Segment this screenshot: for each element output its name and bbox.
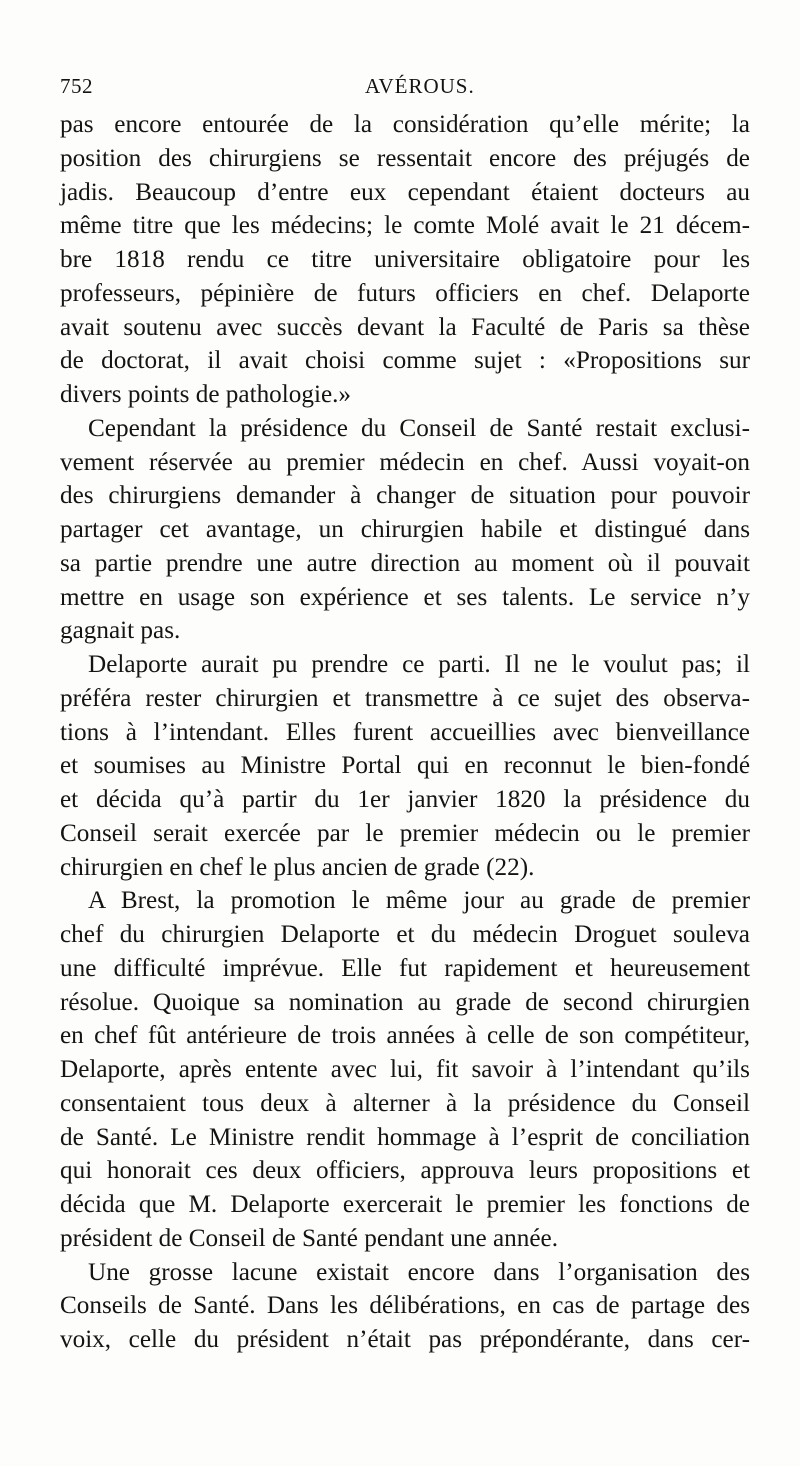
text-line: Conseil serait exercée par le premier médecin ou le premier [60,819,750,847]
text-line: une difficulté imprévue. Elle fut rapidement et heureusement [60,954,750,982]
body-text [60,108,750,1357]
text-line: de Santé. Le Ministre rendit hommage à l’esprit de conciliation [60,1123,750,1151]
text-line: divers points de pathologie.» [60,381,352,408]
text-line: consentaient tous deux à alterner à la présidence du Conseil [60,1089,750,1117]
text-line: décida que M. Delaporte exercerait le premier les fonctions de [60,1191,750,1218]
text-line: préféra rester chirurgien et transmettre à ce sujet des observa- [60,684,750,712]
text-line: président de Conseil de Santé pendant une année. [60,1224,558,1252]
text-line: résolue. Quoique sa nomination au grade de second chirurgien [60,988,750,1016]
page-number: 752 [60,74,93,98]
text-line: en chef fût antérieure de trois années à celle de son compétiteur, [60,1022,750,1050]
text-line: professeurs, pépinière de futurs officiers en chef. Delaporte [60,279,750,307]
text-line: mettre en usage son expérience et ses talents. Le service n’y [60,583,750,611]
running-title: AVÉROUS. [365,74,475,98]
text-line: Conseils de Santé. Dans les délibérations, en cas de partage des [60,1292,750,1320]
page-header [60,74,750,108]
text-line: Delaporte, après entente avec lui, fit savoir à l’intendant qu’ils [60,1056,750,1083]
text-line: chef du chirurgien Delaporte et du médecin Droguet souleva [60,921,750,948]
text-line: chirurgien en chef le plus ancien de grade (22). [60,853,535,881]
document-page [60,74,750,1357]
text-line: vement réservée au premier médecin en chef. Aussi voyait-on [60,448,750,476]
text-line: position des chirurgiens se ressentait encore des préjugés de [60,144,750,172]
text-line: qui honorait ces deux officiers, approuva leurs propositions et [60,1157,750,1185]
text-line: Cependant la présidence du Conseil de Santé restait exclusi- [88,414,750,442]
text-line: bre 1818 rendu ce titre universitaire obligatoire pour les [60,246,750,273]
text-line: même titre que les médecins; le comte Molé avait le 21 décem- [60,212,750,240]
text-line: sa partie prendre une autre direction au moment où il pouvait [60,549,750,577]
text-line: pas encore entourée de la considération qu’elle mérite; la [60,111,750,138]
text-line: A Brest, la promotion le même jour au grade de premier [88,887,750,915]
text-line: gagnait pas. [60,617,181,645]
text-line: partager cet avantage, un chirurgien habile et distingué dans [60,516,750,543]
text-line: Une grosse lacune existait encore dans l’organisation des [88,1258,750,1286]
text-line: de doctorat, il avait choisi comme sujet : «Propositions sur [60,347,750,375]
text-line: avait soutenu avec succès devant la Faculté de Paris sa thèse [60,313,750,341]
text-line: Delaporte aurait pu prendre ce parti. Il ne le voulut pas; il [88,651,750,678]
text-line: et soumises au Ministre Portal qui en reconnut le bien-fondé [60,752,750,780]
text-line: des chirurgiens demander à changer de situation pour pouvoir [60,482,750,510]
text-line: et décida qu’à partir du 1er janvier 1820 la présidence du [60,786,750,813]
text-line: jadis. Beaucoup d’entre eux cependant étaient docteurs au [60,178,750,206]
text-line: tions à l’intendant. Elles furent accueillies avec bienveillance [60,718,750,746]
text-line: voix, celle du président n’était pas prépondérante, dans cer- [60,1326,750,1353]
